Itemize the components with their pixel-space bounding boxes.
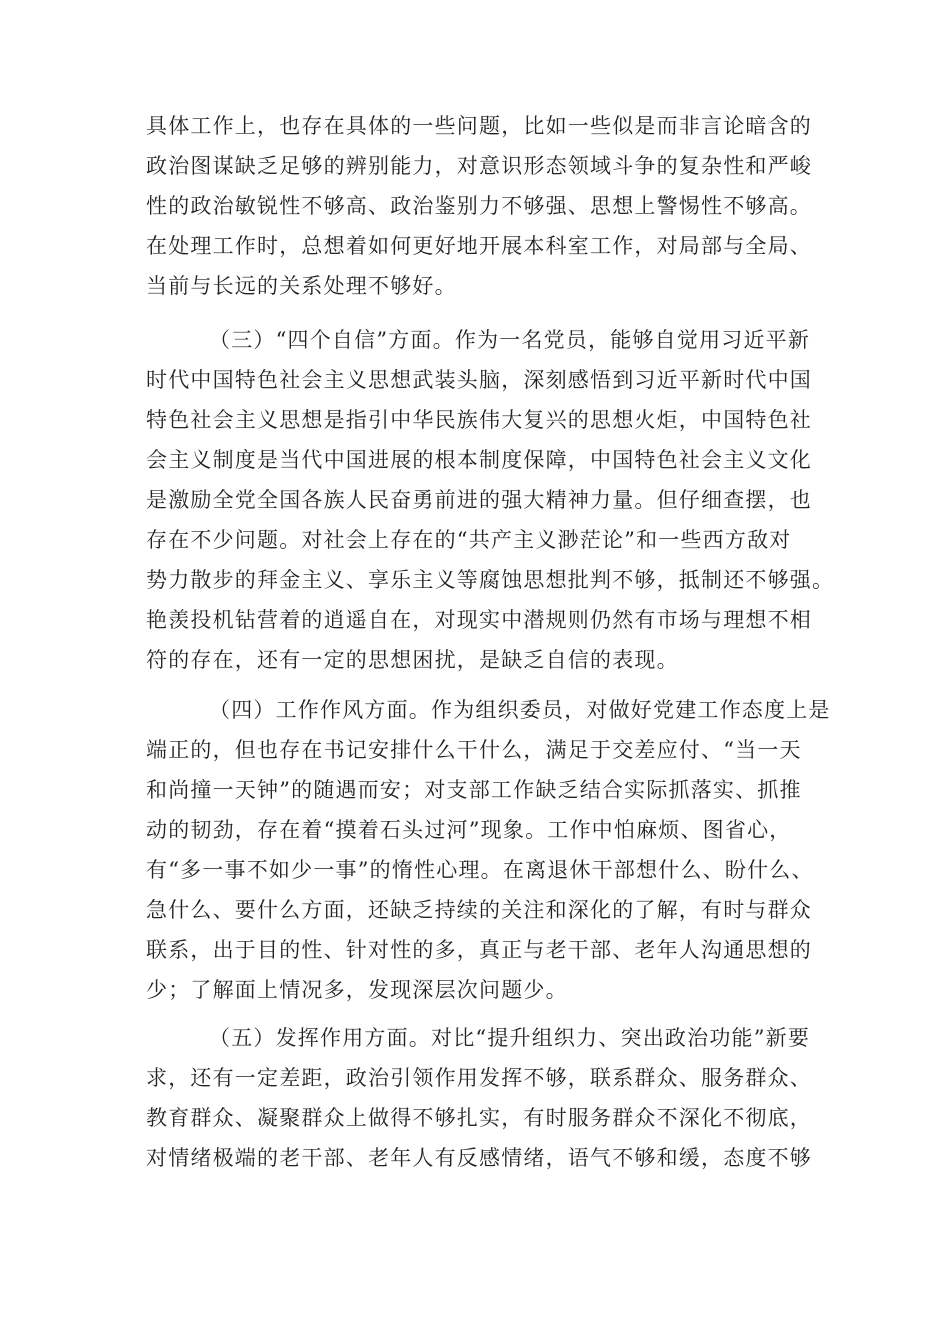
text-line: 教育群众、凝聚群众上做得不够扎实，有时服务群众不深化不彻底，	[146, 1106, 812, 1130]
text-line: 和尚撞一天钟”的随遇而安；对支部工作缺乏结合实际抓落实、抓推	[146, 778, 802, 802]
text-line: 艳羡投机钻营着的逍遥自在，对现实中潜规则仍然有市场与理想不相	[146, 608, 812, 632]
text-line: 存在不少问题。对社会上存在的“共产主义渺茫论”和一些西方敌对	[146, 528, 792, 552]
text-line: 求，还有一定差距，政治引领作用发挥不够，联系群众、服务群众、	[146, 1066, 812, 1090]
paragraph-four-confidences	[146, 320, 835, 680]
text-line: 是激励全党全国各族人民奋勇前进的强大精神力量。但仔细查摆，也	[146, 488, 812, 512]
text-line: （三）“四个自信”方面。作为一名党员，能够自觉用习近平新	[209, 328, 811, 352]
text-line: 对情绪极端的老干部、老年人有反感情绪，语气不够和缓，态度不够	[146, 1146, 812, 1170]
text-line: 势力散步的拜金主义、享乐主义等腐蚀思想批判不够，抵制还不够强。	[146, 568, 835, 592]
text-line: （四）工作作风方面。作为组织委员，对做好党建工作态度上是	[209, 698, 831, 722]
text-line: 急什么、要什么方面，还缺乏持续的关注和深化的了解，有时与群众	[146, 898, 812, 922]
paragraph-continuation	[146, 106, 816, 306]
paragraph-work-style	[146, 690, 831, 1010]
text-line: 性的政治敏锐性不够高、政治鉴别力不够强、思想上警惕性不够高。	[146, 194, 812, 218]
text-line: 少；了解面上情况多，发现深层次问题少。	[146, 978, 568, 1002]
text-line: 时代中国特色社会主义思想武装头脑，深刻感悟到习近平新时代中国	[146, 368, 812, 392]
text-line: 当前与长远的关系处理不够好。	[146, 274, 457, 298]
text-line: 符的存在，还有一定的思想困扰，是缺乏自信的表现。	[146, 648, 679, 672]
text-line: 联系，出于目的性、针对性的多，真正与老干部、老年人沟通思想的	[146, 938, 812, 962]
text-line: 政治图谋缺乏足够的辨别能力，对意识形态领域斗争的复杂性和严峻	[146, 154, 812, 178]
text-line: 特色社会主义思想是指引中华民族伟大复兴的思想火炬，中国特色社	[146, 408, 812, 432]
text-line: 会主义制度是当代中国进展的根本制度保障，中国特色社会主义文化	[146, 448, 812, 472]
text-line: 具体工作上，也存在具体的一些问题，比如一些似是而非言论暗含的	[146, 114, 812, 138]
text-line: 有“多一事不如少一事”的惰性心理。在离退休干部想什么、盼什么、	[146, 858, 814, 882]
paragraph-role-playing	[146, 1018, 816, 1178]
text-line: 在处理工作时，总想着如何更好地开展本科室工作，对局部与全局、	[146, 234, 812, 258]
text-line: （五）发挥作用方面。对比“提升组织力、突出政治功能”新要	[209, 1026, 811, 1050]
text-line: 动的韧劲，存在着“摸着石头过河”现象。工作中怕麻烦、图省心，	[146, 818, 792, 842]
text-line: 端正的，但也存在书记安排什么干什么，满足于交差应付、“当一天	[146, 738, 802, 762]
